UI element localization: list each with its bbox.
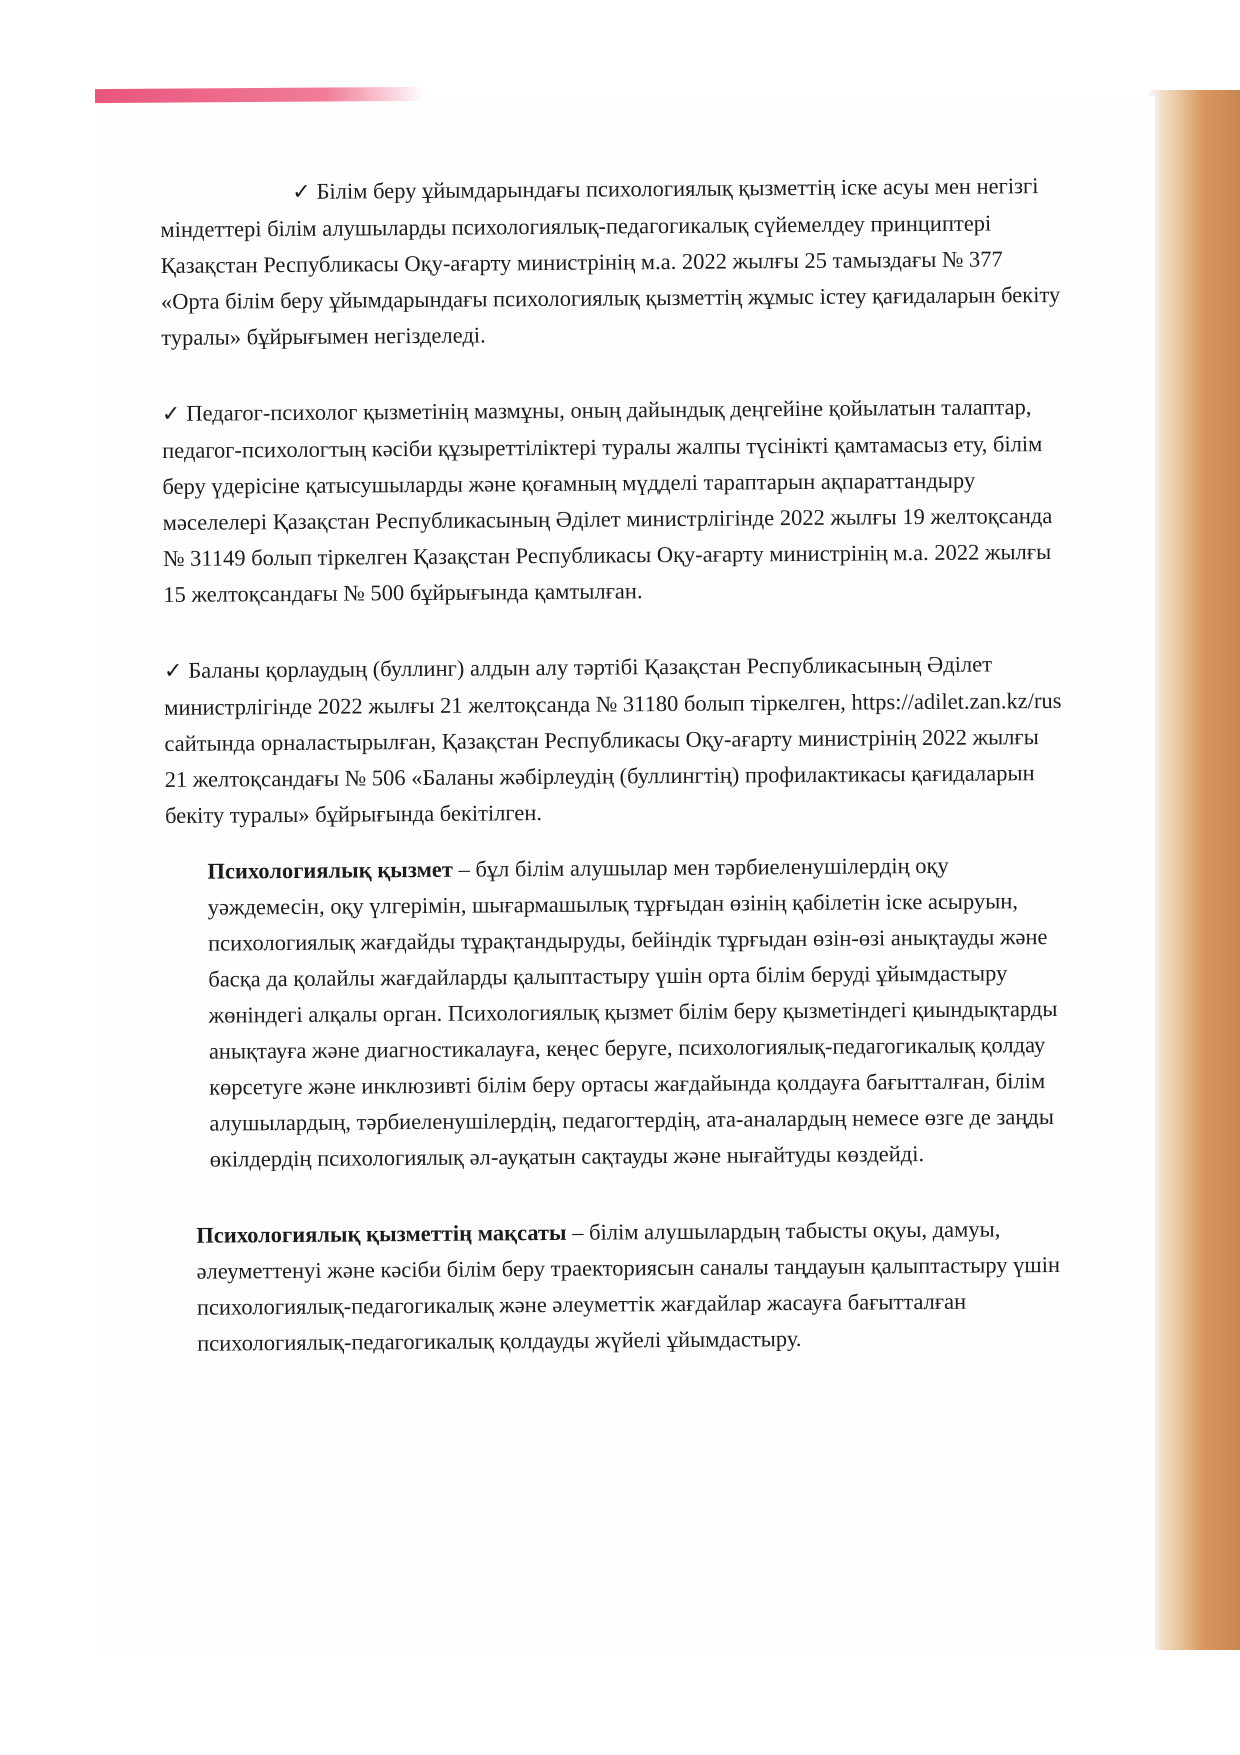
paragraph-bullying-prevention [164, 646, 1065, 834]
check-mark-icon: ✓ [292, 179, 311, 205]
paragraph-text: Білім беру ұйымдарындағы психологиялық қызметтің іске асуы мен негізгі міндеттері білім алушыларды психологиялық-педагогикалық сүйемелдеу принциптері Қазақстан Республикасы Оқу-ағарту министрінің м.а. 2022 жылғы 25 тамыздағы № 377 «Орта білім беру ұйымдарындағы психологиялық қызметтің жұмыс істеу қағидаларын бекіту туралы» бұйрығымен негізделеді. [160, 173, 1061, 350]
paragraph-text: Баланы қорлаудың (буллинг) алдын алу тәртібі Қазақстан Республикасының Әділет министрлігінде 2022 жылғы 21 желтоқсанда № 31180 болып тіркелген, https://adilet.zan.kz/rus сайтында орналастырылған, Қазақстан Республикасы Оқу-ағарту министрінің 2022 жылғы 21 желтоқсандағы № 506 «Баланы жәбірлеудің (буллингтің) профилактикасы қағидаларын бекіту туралы» бұйрығында бекітілген. [164, 651, 1062, 828]
pink-tab-strip [95, 87, 425, 103]
paragraph-text: – білім алушылардың табысты оқуы, дамуы, әлеуметтенуі және кәсіби білім беру траекториясын саналы таңдауын қалыптастыру үшін психологиялық-педагогикалық және әлеуметтік жағдайлар жасауға бағытталған психологиялық-педагогикалық қолдауды жүйелі ұйымдастыру. [196, 1216, 1061, 1356]
paragraph-text: – бұл білім алушылар мен тәрбиеленушілердің оқу уәждемесін, оқу үлгерімін, шығармашылық тұрғыдан өзінің қабілетін іске асыруын, психологиялық жағдайды тұрақтандыруды, бейіндік тұрғыдан өзін-өзі анықтауды және басқа да қолайлы жағдайларды қалыптастыру үшін орта білім беруді ұйымдастыру жөніндегі алқалы орган. Психологиялық қызмет білім беру қызметіндегі қиындықтарды анықтауға және диагностикалауға, кеңес беруге, психологиялық-педагогикалық қолдау көрсетуге және инклюзивті білім беру ортасы жағдайында қолдауға бағытталған, білім алушылардың, тәрбиеленушілердің, педагогтердің, ата-аналардың немесе өзге де заңды өкілдердің психологиялық әл-ауқатын сақтауды және нығайтуды көздейді. [207, 852, 1058, 1172]
paragraph-text: Педагог-психолог қызметінің мазмұны, оның дайындық деңгейіне қойылатын талаптар, педагог-психологтың кәсіби құзыреттіліктері туралы жалпы түсінікті қамтамасыз ету, білім беру үдерісіне қатысушыларды және қоғамның мүдделі тараптарын ақпараттандыру мәселелері Қазақстан Республикасының Әділет министрлігінде 2022 жылғы 19 желтоқсанда № 31149 болып тіркелген Қазақстан Республикасы Оқу-ағарту министрінің м.а. 2022 жылғы 15 желтоқсандағы № 500 бұйрығында қамтылған. [162, 394, 1053, 607]
document-body [160, 168, 1069, 1362]
term-psych-service: Психологиялық қызмет [207, 856, 453, 884]
paragraph-psychologist-content [162, 389, 1064, 613]
paragraph-psych-service-basis [160, 168, 1061, 356]
check-mark-icon: ✓ [161, 401, 181, 427]
term-psych-service-goal: Психологиялық қызметтің мақсаты [196, 1219, 567, 1248]
check-mark-icon: ✓ [163, 658, 183, 684]
page-edge-shadow [1150, 90, 1240, 1650]
paragraph-psych-service-definition [165, 847, 1068, 1178]
paragraph-psych-service-goal [168, 1211, 1069, 1362]
